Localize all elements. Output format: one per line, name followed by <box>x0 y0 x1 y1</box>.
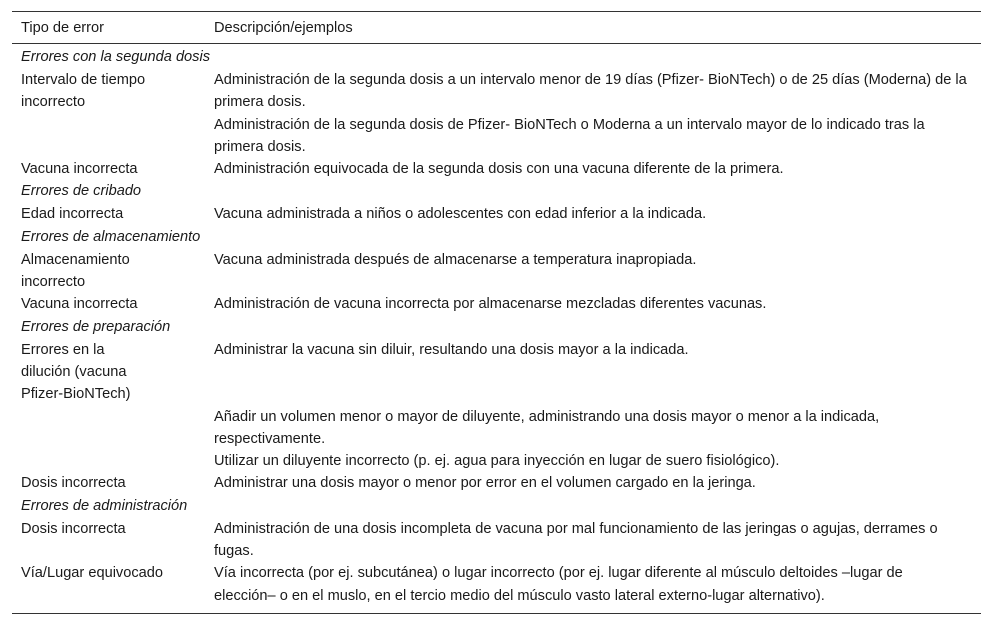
table-row <box>12 339 981 406</box>
table-row <box>12 249 981 294</box>
error-type: Vacuna incorrecta <box>21 296 138 313</box>
section-title: Errores de cribado <box>21 183 142 200</box>
error-description: Administración de una dosis incompleta de vacuna por mal funcionamiento de las jeringas o agujas, derrames o fugas. <box>214 520 938 560</box>
error-description: Administrar una dosis mayor o menor por error en el volumen cargado en la jeringa. <box>214 475 756 492</box>
error-type: Errores en la dilución (vacuna Pfizer-BioNTech) <box>21 341 131 403</box>
error-description: Administración de la segunda dosis de Pfizer- BioNTech o Moderna a un intervalo mayor de lo indicado tras la primera dosis. <box>214 116 925 155</box>
error-type: Dosis incorrecta <box>21 520 126 537</box>
table-bottom-rule <box>12 613 981 614</box>
error-type: Dosis incorrecta <box>21 475 126 492</box>
table-row <box>12 450 981 472</box>
error-description: Administración de la segunda dosis a un intervalo menor de 19 días (Pfizer- BioNTech) o de 25 días (Moderna) de la primera dosis. <box>214 72 967 111</box>
error-description: Administración equivocada de la segunda dosis con una vacuna diferente de la primera. <box>214 161 784 178</box>
table-row <box>12 406 981 451</box>
error-description: Añadir un volumen menor o mayor de diluyente, administrando una dosis mayor o menor a la indicada, respectivamente. <box>214 408 880 447</box>
table-row <box>12 518 981 563</box>
table-row <box>12 562 981 607</box>
error-type: Vía/Lugar equivocado <box>21 565 163 582</box>
table-row <box>12 69 981 114</box>
section-title: Errores de preparación <box>21 318 171 335</box>
error-type: Intervalo de tiempo incorrecto <box>21 72 146 111</box>
section-title: Errores de administración <box>21 497 188 514</box>
table-header <box>12 12 981 43</box>
error-description: Vacuna administrada a niños o adolescentes con edad inferior a la indicada. <box>214 206 707 223</box>
error-description: Vacuna administrada después de almacenarse a temperatura inapropiada. <box>214 251 697 268</box>
error-description: Administrar la vacuna sin diluir, resultando una dosis mayor a la indicada. <box>214 341 689 358</box>
section-title: Errores de almacenamiento <box>21 228 201 245</box>
error-type: Almacenamiento incorrecto <box>21 251 130 291</box>
error-type: Vacuna incorrecta <box>21 161 138 178</box>
error-description: Utilizar un diluyente incorrecto (p. ej. agua para inyección en lugar de suero fisiológico). <box>214 453 780 470</box>
section-title: Errores con la segunda dosis <box>21 49 211 65</box>
header-col-type: Tipo de error <box>21 19 105 36</box>
table-row <box>12 158 981 180</box>
error-types-table <box>12 11 981 614</box>
table-row <box>12 293 981 315</box>
header-col-description: Descripción/ejemplos <box>214 19 353 36</box>
table-row <box>12 472 981 494</box>
error-description: Vía incorrecta (por ej. subcutánea) o lugar incorrecto (por ej. lugar diferente al músculo deltoides –lugar de elección– o en el muslo, en el tercio medio del músculo vasto lateral externo-lugar alternativo). <box>214 565 903 604</box>
error-description: Administración de vacuna incorrecta por almacenarse mezcladas diferentes vacunas. <box>214 296 767 313</box>
error-type: Edad incorrecta <box>21 206 124 223</box>
table-row <box>12 114 981 159</box>
table-row <box>12 203 981 225</box>
